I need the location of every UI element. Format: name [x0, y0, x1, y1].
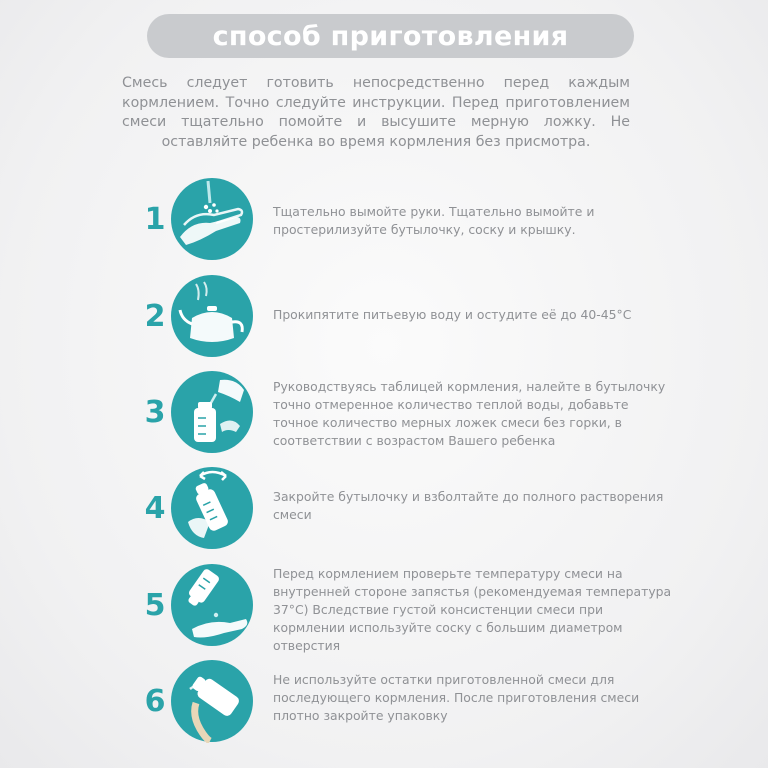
step-2 [140, 274, 740, 360]
step-number: 5 [144, 588, 166, 623]
step-number: 1 [144, 202, 166, 237]
step-number: 4 [144, 491, 166, 526]
step-1 [140, 177, 740, 263]
kettle-icon [170, 274, 254, 358]
step-text: Перед кормлением проверьте температуру смеси на внутренней стороне запястья (рекомендуемая температура 37°С) Вследствие густой консистенции смеси при кормлении используйте соску с большим диаметром отверстия [273, 566, 672, 653]
pour-water-icon [170, 370, 254, 454]
wrist-test-icon [170, 563, 254, 647]
step-4 [140, 466, 740, 552]
step-text: Прокипятите питьевую воду и остудите её до 40-45°С [273, 307, 632, 322]
page-title: способ приготовления [212, 20, 569, 52]
intro-text: Смесь следует готовить непосредственно перед каждым кормлением. Точно следуйте инструкции. Перед приготовлением смеси тщательно помойте и высушите мерную ложку. Не оставляйте ребенка во время кормления без присмотра. [122, 75, 630, 150]
step-number: 6 [144, 684, 166, 719]
step-number: 3 [144, 395, 166, 430]
step-text: Руководствуясь таблицей кормления, налейте в бутылочку точно отмеренное количество теплой воды, добавьте точное количество мерных ложек смеси без горки, в соответствии с возрастом Вашего ребенка [273, 379, 666, 448]
step-text: Закройте бутылочку и взболтайте до полного растворения смеси [273, 489, 664, 522]
step-5 [140, 563, 740, 653]
step-3 [140, 370, 740, 456]
step-text: Тщательно вымойте руки. Тщательно вымойте и простерилизуйте бутылочку, соску и крышку. [273, 204, 595, 237]
step-6 [140, 659, 740, 745]
title-banner [147, 14, 634, 58]
hand-washing-icon [170, 177, 254, 261]
shake-bottle-icon [170, 466, 254, 550]
discard-leftovers-icon [170, 659, 254, 743]
step-text: Не используйте остатки приготовленной смеси для последующего кормления. После приготовления смеси плотно закройте упаковку [273, 672, 640, 723]
step-number: 2 [144, 299, 166, 334]
